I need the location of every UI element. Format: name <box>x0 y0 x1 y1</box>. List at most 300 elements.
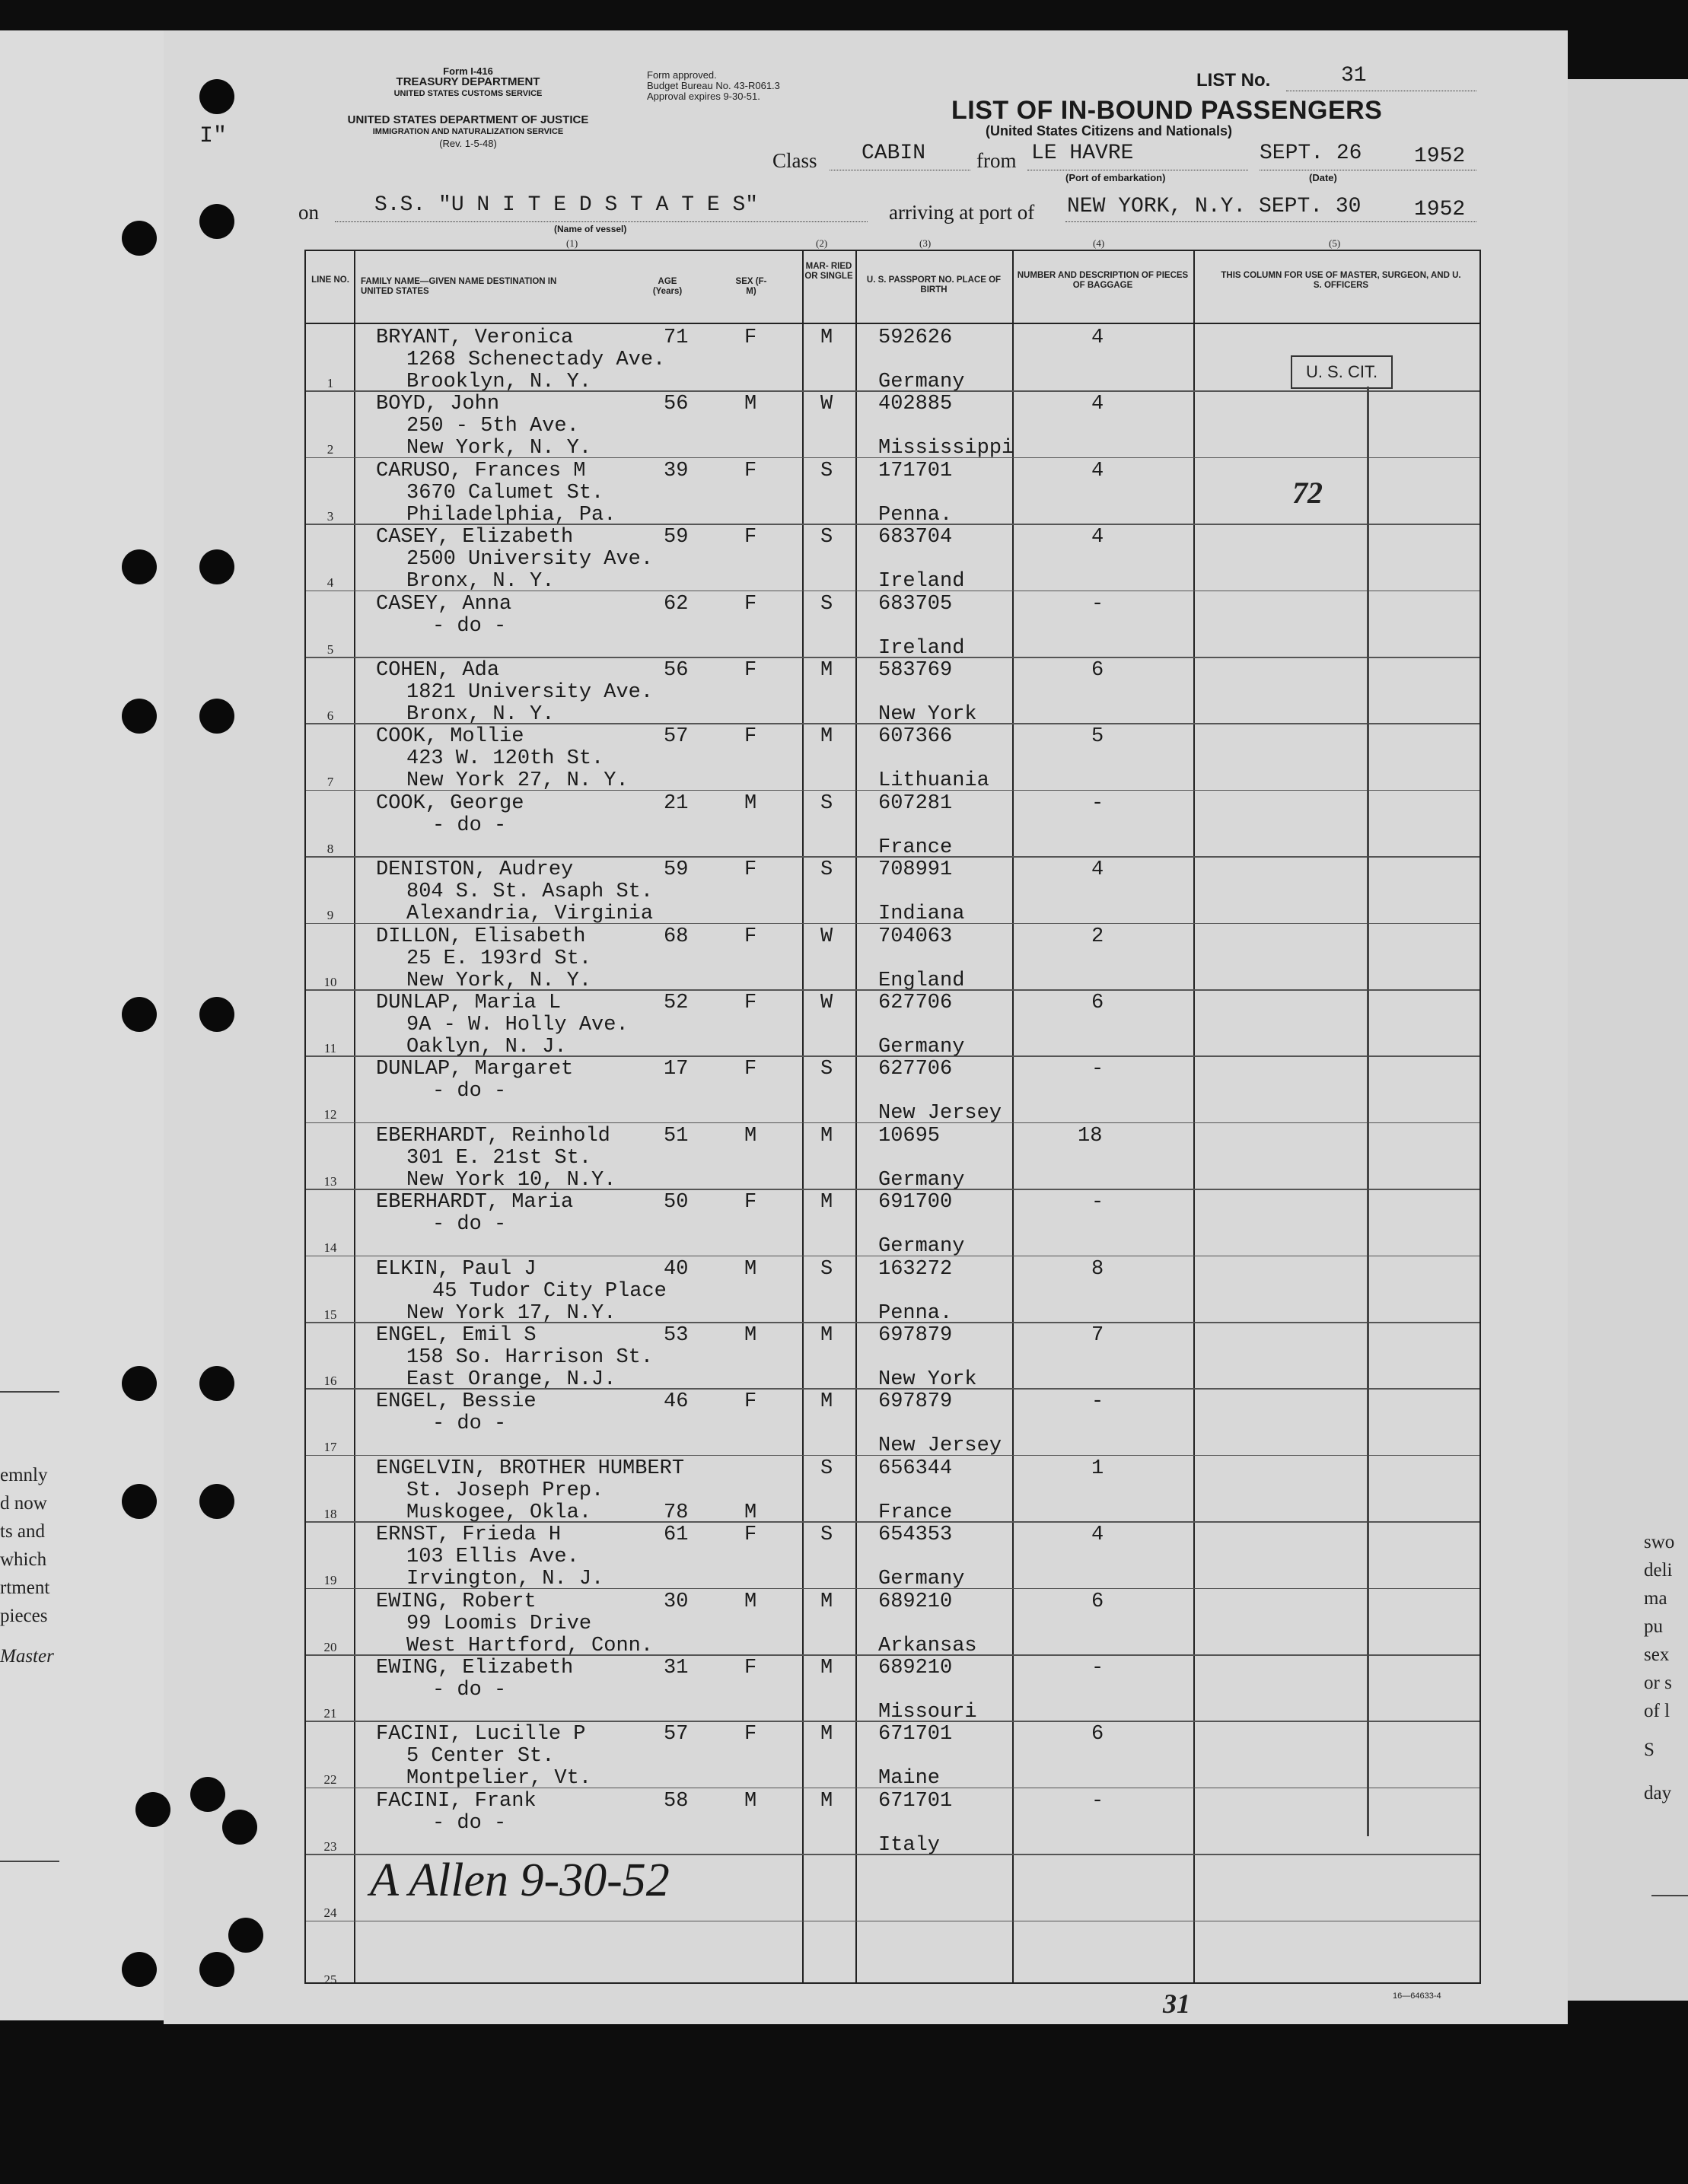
ins-service: IMMIGRATION AND NATURALIZATION SERVICE <box>372 127 564 136</box>
age: 59 <box>664 858 689 882</box>
rule <box>1260 169 1476 170</box>
baggage-count: 4 <box>1091 326 1104 349</box>
punch-hole <box>222 1810 257 1845</box>
passport-number: 691700 <box>878 1191 953 1215</box>
passenger-name: BRYANT, Veronica <box>376 326 574 349</box>
destination-line: - do - <box>432 813 507 837</box>
passport-number: 607281 <box>878 791 953 815</box>
sex: F <box>744 1191 757 1215</box>
date-caption: (Date) <box>1309 172 1337 183</box>
sex: M <box>744 1501 757 1524</box>
left-margin-line: rtment <box>0 1578 50 1598</box>
rule <box>1027 169 1248 170</box>
destination-line: 5 Center St. <box>406 1745 555 1769</box>
column-caption: (1) <box>566 237 578 249</box>
table-row-rule <box>306 1921 1479 1922</box>
customs-service: UNITED STATES CUSTOMS SERVICE <box>393 89 543 98</box>
age: 56 <box>664 393 689 416</box>
approval-line: Form approved. <box>647 69 717 81</box>
destination-line: 1821 University Ave. <box>406 681 654 704</box>
header-sex: SEX (F-M) <box>735 277 767 296</box>
place-of-birth: Germany <box>878 1568 965 1591</box>
place-of-birth: Missouri <box>878 1701 977 1724</box>
age: 50 <box>664 1191 689 1215</box>
sex: M <box>744 791 757 815</box>
passenger-count: 72 <box>1292 476 1323 510</box>
line-number: 25 <box>323 1972 337 1987</box>
sex: F <box>744 1523 757 1547</box>
passport-number: 671701 <box>878 1789 953 1813</box>
age: 17 <box>664 1058 689 1081</box>
passport-number: 671701 <box>878 1723 953 1746</box>
age: 56 <box>664 659 689 682</box>
place-of-birth: France <box>878 836 953 859</box>
rule <box>1286 90 1476 91</box>
baggage-count: 6 <box>1091 659 1104 682</box>
passport-number: 708991 <box>878 858 953 882</box>
marital-status: S <box>820 858 833 882</box>
passport-number: 704063 <box>878 925 953 948</box>
column-caption: (5) <box>1329 237 1341 249</box>
column-rule <box>354 251 355 1982</box>
rule <box>830 169 970 170</box>
place-of-birth: England <box>878 969 965 992</box>
punch-hole <box>199 699 234 734</box>
baggage-count: 1 <box>1091 1457 1104 1480</box>
passport-number: 689210 <box>878 1657 953 1679</box>
passenger-name: ENGELVIN, BROTHER HUMBERT <box>376 1457 685 1480</box>
sex: F <box>744 725 757 749</box>
justice-dept: UNITED STATES DEPARTMENT OF JUSTICE <box>347 113 589 126</box>
punch-hole <box>228 1918 263 1953</box>
marital-status: S <box>820 1523 833 1547</box>
passenger-name: EWING, Robert <box>376 1590 537 1613</box>
baggage-count: - <box>1091 1657 1104 1679</box>
destination-line: New York 17, N.Y. <box>406 1301 616 1325</box>
line-number: 3 <box>326 508 334 524</box>
sex: M <box>744 1124 757 1148</box>
destination-line: Brooklyn, N. Y. <box>406 371 592 393</box>
punch-hole <box>135 1792 170 1827</box>
embarkation-year: 1952 <box>1414 145 1466 168</box>
right-margin-line: or s <box>1644 1673 1672 1693</box>
punch-hole <box>122 997 157 1032</box>
line-number: 19 <box>323 1573 337 1588</box>
destination-line: Bronx, N. Y. <box>406 570 555 594</box>
passenger-name: EBERHARDT, Reinhold <box>376 1124 610 1148</box>
left-margin-rule <box>0 1391 59 1393</box>
sex: F <box>744 1657 757 1679</box>
revision: (Rev. 1-5-48) <box>439 138 497 149</box>
list-no-label: LIST No. <box>1196 70 1271 91</box>
header-marital: MAR- RIED OR SINGLE <box>804 262 853 281</box>
line-number: 13 <box>323 1173 337 1189</box>
passenger-name: FACINI, Frank <box>376 1789 537 1813</box>
sex: F <box>744 659 757 682</box>
right-margin-rule <box>1651 1895 1688 1896</box>
destination-line: Irvington, N. J. <box>406 1568 604 1591</box>
marital-status: M <box>820 659 833 682</box>
punch-hole <box>199 1952 234 1987</box>
destination-line: New York, N. Y. <box>406 437 592 460</box>
passenger-name: COHEN, Ada <box>376 659 500 682</box>
passenger-name: ERNST, Frieda H <box>376 1523 562 1547</box>
passenger-name: BOYD, John <box>376 393 500 416</box>
tab-mark: I" <box>199 123 228 149</box>
age: 30 <box>664 1590 689 1613</box>
passenger-name: COOK, Mollie <box>376 725 524 749</box>
baggage-count: - <box>1091 1390 1104 1414</box>
line-number: 17 <box>323 1440 337 1455</box>
left-margin-line: ts and <box>0 1521 46 1542</box>
baggage-count: 6 <box>1091 1723 1104 1746</box>
marital-status: S <box>820 526 833 549</box>
place-of-birth: Mississippi <box>878 437 1014 460</box>
passport-number: 163272 <box>878 1257 953 1281</box>
passenger-name: COOK, George <box>376 791 524 815</box>
line-number: 8 <box>326 841 334 856</box>
line-number: 9 <box>326 908 334 923</box>
marital-status: W <box>820 925 833 948</box>
punch-hole <box>122 1366 157 1401</box>
passenger-name: DILLON, Elisabeth <box>376 925 586 948</box>
punch-hole <box>199 549 234 584</box>
passport-number: 654353 <box>878 1523 953 1547</box>
place-of-birth: Ireland <box>878 636 965 660</box>
line-number: 24 <box>323 1905 337 1921</box>
marital-status: S <box>820 1457 833 1480</box>
age: 61 <box>664 1523 689 1547</box>
class-label: Class <box>772 149 817 172</box>
sex: F <box>744 1390 757 1414</box>
sex: F <box>744 592 757 616</box>
passport-number: 683704 <box>878 526 953 549</box>
sex: F <box>744 858 757 882</box>
marital-status: M <box>820 1723 833 1746</box>
passport-number: 583769 <box>878 659 953 682</box>
column-rule <box>1193 251 1195 1982</box>
age: 57 <box>664 725 689 749</box>
sex: F <box>744 1058 757 1081</box>
baggage-count: 6 <box>1091 992 1104 1014</box>
line-number: 5 <box>326 642 334 657</box>
column-rule <box>855 251 857 1982</box>
passenger-name: ENGEL, Emil S <box>376 1324 537 1347</box>
sex: F <box>744 526 757 549</box>
line-number: 21 <box>323 1706 337 1721</box>
sex: M <box>744 1789 757 1813</box>
age: 46 <box>664 1390 689 1414</box>
destination-line: St. Joseph Prep. <box>406 1479 604 1502</box>
baggage-count: - <box>1091 592 1104 616</box>
passenger-name: FACINI, Lucille P <box>376 1723 586 1746</box>
baggage-count: - <box>1091 1789 1104 1813</box>
class-value: CABIN <box>862 142 926 165</box>
left-margin-rule <box>0 1861 59 1862</box>
sex: M <box>744 1590 757 1613</box>
column-caption: (2) <box>816 237 828 249</box>
line-number: 23 <box>323 1839 337 1854</box>
destination-line: - do - <box>432 1213 507 1237</box>
line-number: 4 <box>326 575 334 591</box>
left-margin-italic: Master <box>0 1646 54 1667</box>
passport-number: 171701 <box>878 459 953 482</box>
line-number: 18 <box>323 1506 337 1521</box>
place-of-birth: Ireland <box>878 570 965 594</box>
baggage-count: 7 <box>1091 1324 1104 1347</box>
form-approval <box>647 70 780 102</box>
marital-status: M <box>820 1124 833 1148</box>
age: 53 <box>664 1324 689 1347</box>
age: 68 <box>664 925 689 948</box>
destination-line: New York 27, N. Y. <box>406 769 629 793</box>
sex: F <box>744 326 757 349</box>
baggage-count: 18 <box>1078 1124 1103 1148</box>
marital-status: S <box>820 1257 833 1281</box>
baggage-count: 4 <box>1091 393 1104 416</box>
age: 40 <box>664 1257 689 1281</box>
sex: F <box>744 992 757 1014</box>
passport-number: 689210 <box>878 1590 953 1613</box>
line-number: 22 <box>323 1772 337 1788</box>
baggage-count: - <box>1091 1191 1104 1215</box>
header-passport: U. S. PASSPORT NO. PLACE OF BIRTH <box>866 275 1002 294</box>
destination-line: 99 Loomis Drive <box>406 1612 592 1635</box>
sex: M <box>744 1257 757 1281</box>
place-of-birth: New York <box>878 1368 977 1391</box>
punch-hole <box>190 1777 225 1812</box>
passenger-name: ENGEL, Bessie <box>376 1390 537 1414</box>
destination-line: 103 Ellis Ave. <box>406 1546 579 1569</box>
baggage-count: 4 <box>1091 858 1104 882</box>
rule <box>335 221 868 222</box>
form-number: Form I-416 <box>443 65 493 77</box>
right-margin-line: ma <box>1644 1588 1667 1609</box>
age: 52 <box>664 992 689 1014</box>
baggage-count: 4 <box>1091 1523 1104 1547</box>
baggage-count: 4 <box>1091 526 1104 549</box>
punch-hole <box>122 1952 157 1987</box>
marital-status: M <box>820 1789 833 1813</box>
header-rule <box>306 323 1479 324</box>
marital-status: M <box>820 1390 833 1414</box>
age: 58 <box>664 1789 689 1813</box>
age: 78 <box>664 1501 689 1524</box>
right-margin-line: day <box>1644 1783 1672 1804</box>
right-margin-text <box>1644 1528 1674 1807</box>
right-margin-line: pu <box>1644 1616 1663 1637</box>
marital-status: S <box>820 592 833 616</box>
left-margin-text <box>0 1461 68 1670</box>
sex: F <box>744 459 757 482</box>
passport-number: 683705 <box>878 592 953 616</box>
marital-status: M <box>820 1324 833 1347</box>
stamp-vertical-line <box>1367 387 1369 1836</box>
baggage-count: - <box>1091 1058 1104 1081</box>
sex: F <box>744 925 757 948</box>
line-number: 2 <box>326 442 334 457</box>
from-label: from <box>976 149 1017 172</box>
marital-status: S <box>820 791 833 815</box>
list-number: 31 <box>1341 64 1367 88</box>
destination-line: - do - <box>432 1811 507 1835</box>
right-margin-line: deli <box>1644 1560 1673 1581</box>
marital-status: M <box>820 1657 833 1679</box>
right-margin-line: S <box>1644 1740 1655 1760</box>
destination-line: East Orange, N.J. <box>406 1368 616 1391</box>
header-name: FAMILY NAME—GIVEN NAME DESTINATION IN UNITED STATES <box>361 277 557 296</box>
passenger-name: DENISTON, Audrey <box>376 858 574 882</box>
destination-line: New York 10, N.Y. <box>406 1168 616 1192</box>
passport-number: 627706 <box>878 992 953 1014</box>
line-number: 10 <box>323 974 337 989</box>
place-of-birth: Indiana <box>878 903 965 926</box>
line-number: 14 <box>323 1240 337 1256</box>
baggage-count: 4 <box>1091 459 1104 482</box>
destination-line: 250 - 5th Ave. <box>406 415 579 438</box>
passenger-name: CASEY, Anna <box>376 592 512 616</box>
bottom-page-number: 31 <box>1163 1988 1190 2019</box>
left-margin-line: emnly <box>0 1465 48 1485</box>
us-citizen-stamp: U. S. CIT. <box>1291 355 1393 389</box>
passport-number: 592626 <box>878 326 953 349</box>
destination-line: West Hartford, Conn. <box>406 1634 654 1657</box>
approval-line: Approval expires 9-30-51. <box>647 91 760 102</box>
passenger-name: EBERHARDT, Maria <box>376 1191 574 1215</box>
passenger-name: DUNLAP, Maria L <box>376 992 562 1014</box>
line-number: 12 <box>323 1107 337 1122</box>
passenger-name: CARUSO, Frances M <box>376 459 586 482</box>
line-number: 11 <box>323 1041 337 1055</box>
punch-hole <box>122 549 157 584</box>
baggage-count: 6 <box>1091 1590 1104 1613</box>
passenger-name: DUNLAP, Margaret <box>376 1058 574 1081</box>
header-baggage: NUMBER AND DESCRIPTION OF PIECES OF BAGGAGE <box>1017 271 1189 290</box>
sex: M <box>744 393 757 416</box>
marital-status: M <box>820 725 833 749</box>
destination-line: - do - <box>432 1412 507 1436</box>
place-of-birth: Maine <box>878 1767 941 1791</box>
line-number: 6 <box>326 708 334 723</box>
destination-line: 2500 University Ave. <box>406 548 654 571</box>
place-of-birth: Germany <box>878 371 965 393</box>
approval-line: Budget Bureau No. 43-R061.3 <box>647 80 780 91</box>
right-margin-line: of l <box>1644 1701 1670 1721</box>
destination-line: 9A - W. Holly Ave. <box>406 1014 629 1036</box>
passport-number: 627706 <box>878 1058 953 1081</box>
punch-hole <box>122 221 157 256</box>
punch-hole <box>122 1484 157 1519</box>
header-line-no: LINE NO. <box>311 275 349 285</box>
footer-code: 16—64633-4 <box>1393 1991 1441 2001</box>
place-of-birth: New York <box>878 703 977 726</box>
column-caption: (3) <box>919 237 932 249</box>
arrival-year: 1952 <box>1414 198 1466 221</box>
arriving-label: arriving at port of <box>889 201 1035 224</box>
passport-number: 697879 <box>878 1390 953 1414</box>
marital-status: M <box>820 1590 833 1613</box>
punch-hole <box>199 1366 234 1401</box>
place-of-birth: Italy <box>878 1833 941 1857</box>
destination-line: - do - <box>432 614 507 638</box>
place-of-birth: New Jersey <box>878 1102 1002 1125</box>
passenger-name: EWING, Elizabeth <box>376 1657 574 1679</box>
embarkation-date: SEPT. 26 <box>1260 142 1362 165</box>
destination-line: 3670 Calumet St. <box>406 481 604 505</box>
punch-hole <box>199 1484 234 1519</box>
age: 62 <box>664 592 689 616</box>
punch-hole <box>199 997 234 1032</box>
destination-line: Bronx, N. Y. <box>406 703 555 726</box>
vessel-name: S.S. "U N I T E D S T A T E S" <box>374 193 759 217</box>
place-of-birth: New Jersey <box>878 1434 1002 1458</box>
inspector-signature: A Allen 9-30-52 <box>370 1854 670 1906</box>
age: 59 <box>664 526 689 549</box>
header-age: AGE (Years) <box>652 277 683 296</box>
destination-line: 301 E. 21st St. <box>406 1146 592 1170</box>
age: 71 <box>664 326 689 349</box>
destination-line: 1268 Schenectady Ave. <box>406 349 666 371</box>
line-number: 16 <box>323 1374 337 1388</box>
place-of-birth: Penna. <box>878 1301 953 1325</box>
column-caption: (4) <box>1093 237 1105 249</box>
age: 39 <box>664 459 689 482</box>
age: 57 <box>664 1723 689 1746</box>
header-officers: THIS COLUMN FOR USE OF MASTER, SURGEON, AND U. S. OFFICERS <box>1221 271 1461 290</box>
punch-hole <box>199 79 234 114</box>
destination-line: 423 W. 120th St. <box>406 747 604 771</box>
marital-status: M <box>820 326 833 349</box>
destination-line: Oaklyn, N. J. <box>406 1036 567 1059</box>
passenger-name: ELKIN, Paul J <box>376 1257 537 1281</box>
passport-number: 656344 <box>878 1457 953 1480</box>
form-subtitle: (United States Citizens and Nationals) <box>986 123 1233 138</box>
passport-number: 402885 <box>878 393 953 416</box>
column-rule <box>802 251 804 1982</box>
marital-status: W <box>820 992 833 1014</box>
age: 21 <box>664 791 689 815</box>
destination-line: Alexandria, Virginia <box>406 903 654 926</box>
destination-line: 158 So. Harrison St. <box>406 1346 654 1369</box>
vessel-caption: (Name of vessel) <box>554 224 627 234</box>
on-label: on <box>298 201 319 224</box>
column-rule <box>1012 251 1014 1982</box>
marital-status: W <box>820 393 833 416</box>
destination-line: Muskogee, Okla. <box>406 1501 592 1524</box>
right-margin-line: sex <box>1644 1644 1670 1665</box>
destination-line: - do - <box>432 1679 507 1702</box>
destination-line: Montpelier, Vt. <box>406 1767 592 1791</box>
destination-line: - do - <box>432 1080 507 1103</box>
arrival-port-date: NEW YORK, N.Y. SEPT. 30 <box>1067 195 1362 218</box>
marital-status: S <box>820 459 833 482</box>
form-title: LIST OF IN-BOUND PASSENGERS <box>951 96 1383 125</box>
line-number: 1 <box>326 376 334 390</box>
passport-number: 607366 <box>878 725 953 749</box>
passenger-name: CASEY, Elizabeth <box>376 526 574 549</box>
punch-hole <box>122 699 157 734</box>
line-number: 20 <box>323 1639 337 1654</box>
baggage-count: - <box>1091 791 1104 815</box>
sex: F <box>744 1723 757 1746</box>
right-margin-line: swo <box>1644 1532 1675 1552</box>
treasury-dept: TREASURY DEPARTMENT <box>396 75 540 88</box>
destination-line: 804 S. St. Asaph St. <box>406 880 654 904</box>
destination-line: 45 Tudor City Place <box>432 1279 667 1303</box>
left-margin-line: pieces <box>0 1606 48 1626</box>
age: 31 <box>664 1657 689 1679</box>
baggage-count: 8 <box>1091 1257 1104 1281</box>
